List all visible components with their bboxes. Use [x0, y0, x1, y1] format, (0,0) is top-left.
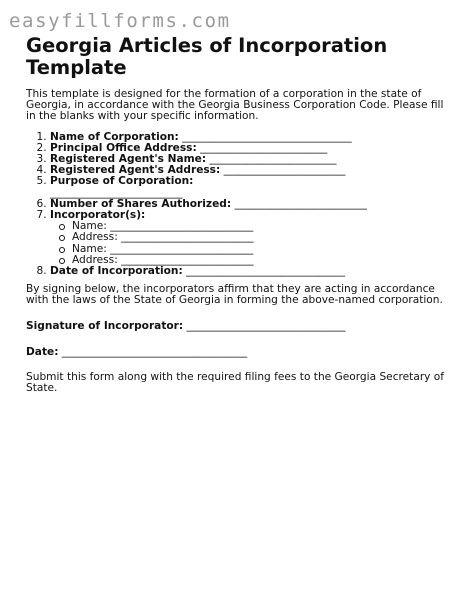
- field-label: Registered Agent's Address:: [50, 164, 221, 177]
- agreement-paragraph: By signing below, the incorporators affirm that they are acting in accordance with the laws of the State of Georgia in forming the above-named corporation.: [26, 283, 443, 307]
- signature-blank[interactable]: ______________________________: [183, 319, 346, 332]
- field-label: Name of Corporation:: [50, 130, 179, 143]
- fill-blank[interactable]: _________________________: [231, 197, 367, 210]
- intro-paragraph: This template is designed for the formation of a corporation in the state of Georgia, in accordance with the Georgia Business Corporation Code. Please fill in the blanks with your specific information.: [26, 88, 444, 123]
- document-title: Georgia Articles of Incorporation Template: [26, 34, 388, 79]
- field-incorporation-date: [50, 266, 452, 277]
- field-list: [26, 132, 452, 278]
- fill-blank[interactable]: ________________________: [206, 153, 337, 166]
- fill-blank[interactable]: _________________________: [117, 253, 254, 266]
- field-label: Incorporator(s):: [50, 209, 146, 222]
- date-label: Date:: [26, 345, 59, 358]
- submission-note: Submit this form along with the required filing fees to the Georgia Secretary of State.: [26, 371, 445, 395]
- sub-field-label: Name:: [72, 242, 107, 255]
- purpose-blank[interactable]: _________________________: [50, 186, 183, 199]
- fill-blank[interactable]: ________________________: [196, 141, 328, 154]
- sub-field-label: Name:: [72, 220, 107, 233]
- field-label: Principal Office Address:: [50, 141, 197, 154]
- sub-field-label: Address:: [72, 253, 118, 266]
- field-label: Date of Incorporation:: [50, 265, 183, 278]
- fill-blank[interactable]: ______________________________: [182, 265, 345, 278]
- fill-blank[interactable]: ___________________________: [106, 242, 254, 255]
- fill-blank[interactable]: _______________________: [220, 164, 346, 177]
- date-blank[interactable]: ___________________________________: [58, 345, 248, 358]
- document-body: [26, 89, 452, 394]
- incorporator-2-address: [72, 255, 452, 266]
- fill-blank[interactable]: ________________________________: [178, 130, 352, 143]
- site-watermark: easyfillforms.com: [9, 10, 231, 32]
- field-label: Purpose of Corporation:: [50, 175, 194, 188]
- field-label: Number of Shares Authorized:: [50, 197, 232, 210]
- fill-blank[interactable]: _________________________: [117, 231, 254, 244]
- sub-field-label: Address:: [72, 231, 118, 244]
- signature-label: Signature of Incorporator:: [26, 319, 184, 332]
- incorporator-list: [50, 221, 452, 266]
- field-incorporators: [50, 210, 452, 266]
- field-purpose: [50, 176, 452, 198]
- date-line: [26, 347, 452, 358]
- fill-blank[interactable]: ___________________________: [106, 220, 254, 233]
- signature-line: [26, 321, 452, 332]
- field-label: Registered Agent's Name:: [50, 153, 207, 166]
